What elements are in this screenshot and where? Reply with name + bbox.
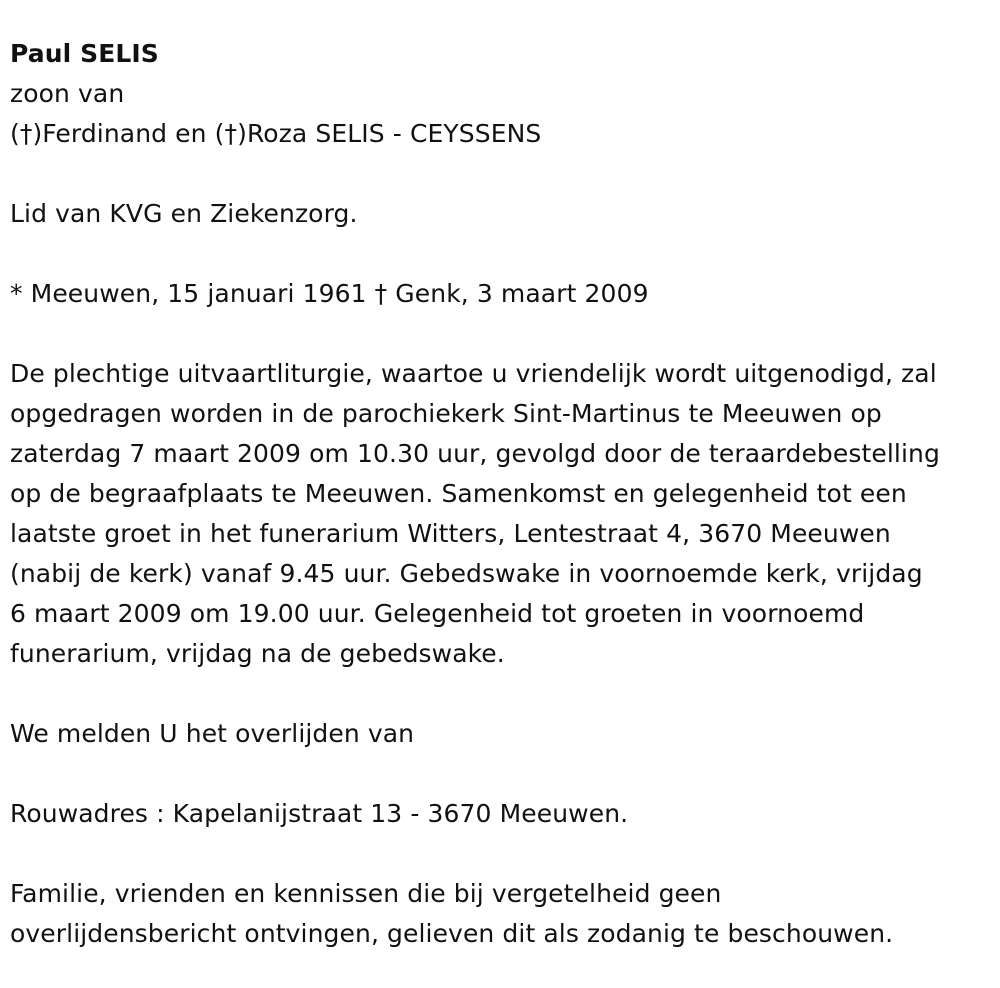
ceremony-line: opgedragen worden in de parochiekerk Sint-Martinus te Meeuwen op — [10, 399, 882, 428]
closing-paragraph — [10, 874, 995, 954]
mourning-address: Rouwadres : Kapelanijstraat 13 - 3670 Meeuwen. — [10, 799, 629, 828]
closing-line: overlijdensbericht ontvingen, gelieven dit als zodanig te beschouwen. — [10, 919, 894, 948]
ceremony-line: zaterdag 7 maart 2009 om 10.30 uur, gevolgd door de teraardebestelling — [10, 439, 940, 468]
ceremony-line: op de begraafplaats te Meeuwen. Samenkomst en gelegenheid tot een — [10, 479, 907, 508]
parents-text: (†)Ferdinand en (†)Roza SELIS - CEYSSENS — [10, 119, 542, 148]
ceremony-line: funerarium, vrijdag na de gebedswake. — [10, 639, 505, 668]
spacer — [10, 314, 995, 354]
announcement-text: We melden U het overlijden van — [10, 719, 415, 748]
spacer — [10, 674, 995, 714]
membership-text: Lid van KVG en Ziekenzorg. — [10, 199, 358, 228]
spacer — [10, 234, 995, 274]
spacer — [10, 754, 995, 794]
ceremony-paragraph — [10, 354, 995, 674]
spacer — [10, 154, 995, 194]
ceremony-line: laatste groet in het funerarium Witters, Lentestraat 4, 3670 Meeuwen — [10, 519, 891, 548]
relation-text: zoon van — [10, 79, 125, 108]
spacer — [10, 834, 995, 874]
ceremony-line: 6 maart 2009 om 19.00 uur. Gelegenheid tot groeten in voornoemd — [10, 599, 865, 628]
closing-line: Familie, vrienden en kennissen die bij vergetelheid geen — [10, 879, 722, 908]
death-notice — [10, 34, 995, 954]
ceremony-line: De plechtige uitvaartliturgie, waartoe u vriendelijk wordt uitgenodigd, zal — [10, 359, 937, 388]
ceremony-line: (nabij de kerk) vanaf 9.45 uur. Gebedswake in voornoemde kerk, vrijdag — [10, 559, 923, 588]
deceased-name: Paul SELIS — [10, 39, 159, 68]
birth-death-dates: * Meeuwen, 15 januari 1961 † Genk, 3 maart 2009 — [10, 279, 649, 308]
